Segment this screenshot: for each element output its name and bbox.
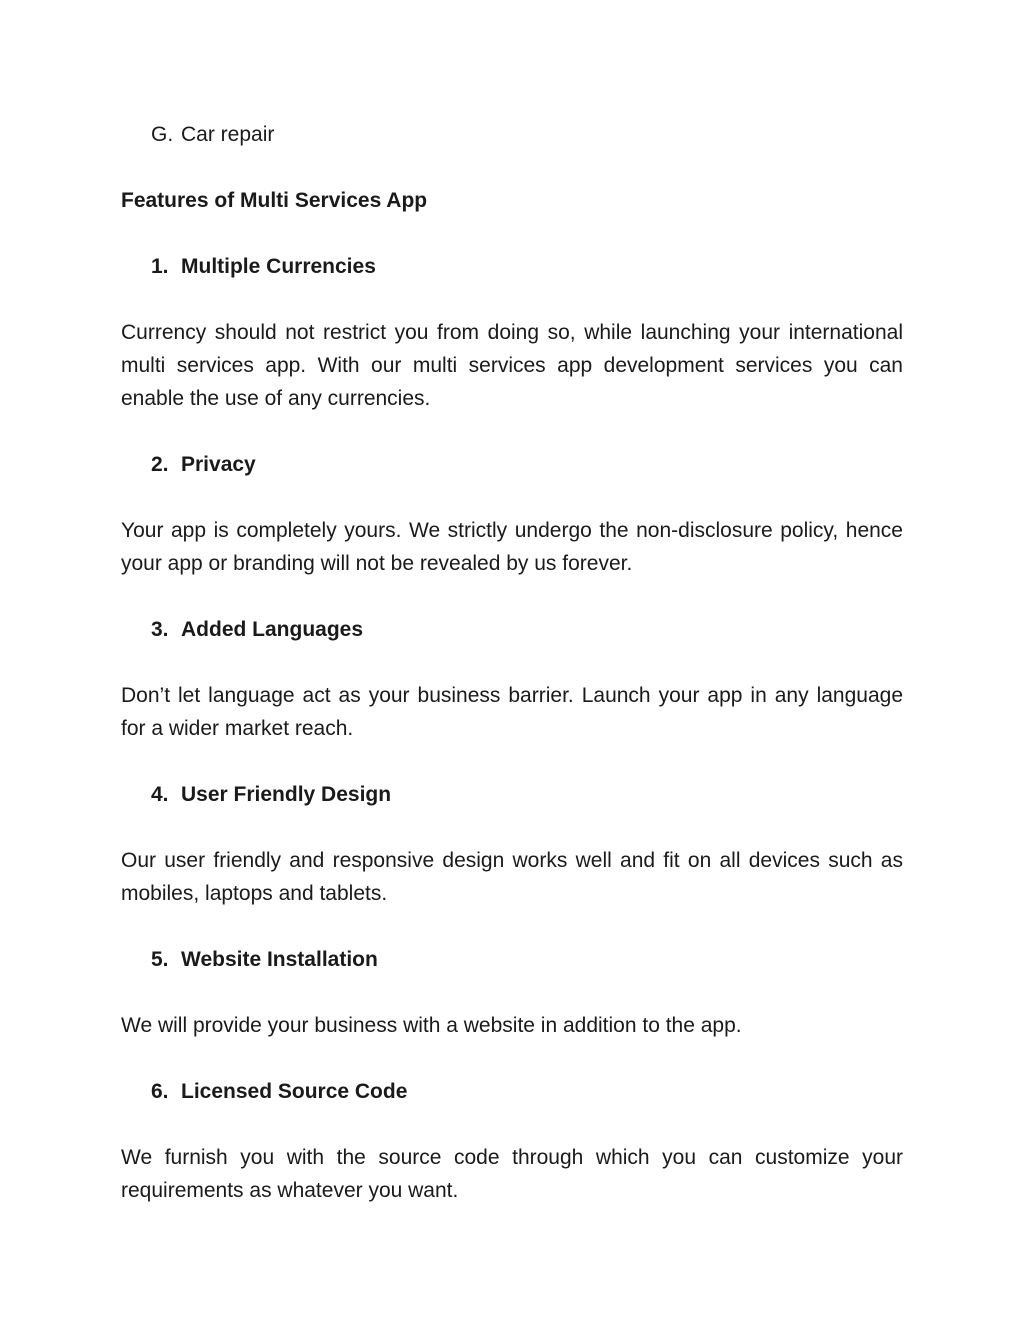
list-marker: 5.	[151, 948, 169, 971]
feature-body-4: Our user friendly and responsive design works well and fit on all devices such as mobiles, laptops and tablets.	[121, 849, 903, 905]
feature-title-4	[151, 778, 903, 811]
feature-title-text: Licensed Source Code	[181, 1080, 408, 1103]
feature-body-5: We will provide your business with a website in addition to the app.	[121, 1014, 742, 1037]
feature-title-3	[151, 613, 903, 646]
list-item-text: Car repair	[181, 123, 275, 146]
feature-title-text: Multiple Currencies	[181, 255, 376, 278]
list-marker: 6.	[151, 1080, 169, 1103]
feature-body-3: Don’t let language act as your business barrier. Launch your app in any language for a wider market reach.	[121, 684, 903, 740]
list-marker: 3.	[151, 618, 169, 641]
feature-body-1: Currency should not restrict you from doing so, while launching your international multi services app. With our multi services app development services you can enable the use of any currencies.	[121, 321, 903, 410]
feature-title-text: Website Installation	[181, 948, 378, 971]
feature-title-6	[151, 1075, 903, 1108]
list-marker: 4.	[151, 783, 169, 806]
list-marker: 2.	[151, 453, 169, 476]
list-marker: G.	[151, 123, 174, 146]
list-marker: 1.	[151, 255, 169, 278]
feature-title-text: Privacy	[181, 453, 256, 476]
feature-title-text: User Friendly Design	[181, 783, 392, 806]
document-content	[121, 118, 903, 1207]
feature-title-5	[151, 943, 903, 976]
feature-title-2	[151, 448, 903, 481]
feature-body-6: We furnish you with the source code through which you can customize your requirements as whatever you want.	[121, 1146, 903, 1202]
feature-title-text: Added Languages	[181, 618, 364, 641]
list-item-car-repair	[151, 118, 903, 151]
feature-title-1	[151, 250, 903, 283]
section-heading: Features of Multi Services App	[121, 189, 428, 212]
feature-body-2: Your app is completely yours. We strictly undergo the non-disclosure policy, hence your app or branding will not be revealed by us forever.	[121, 519, 903, 575]
